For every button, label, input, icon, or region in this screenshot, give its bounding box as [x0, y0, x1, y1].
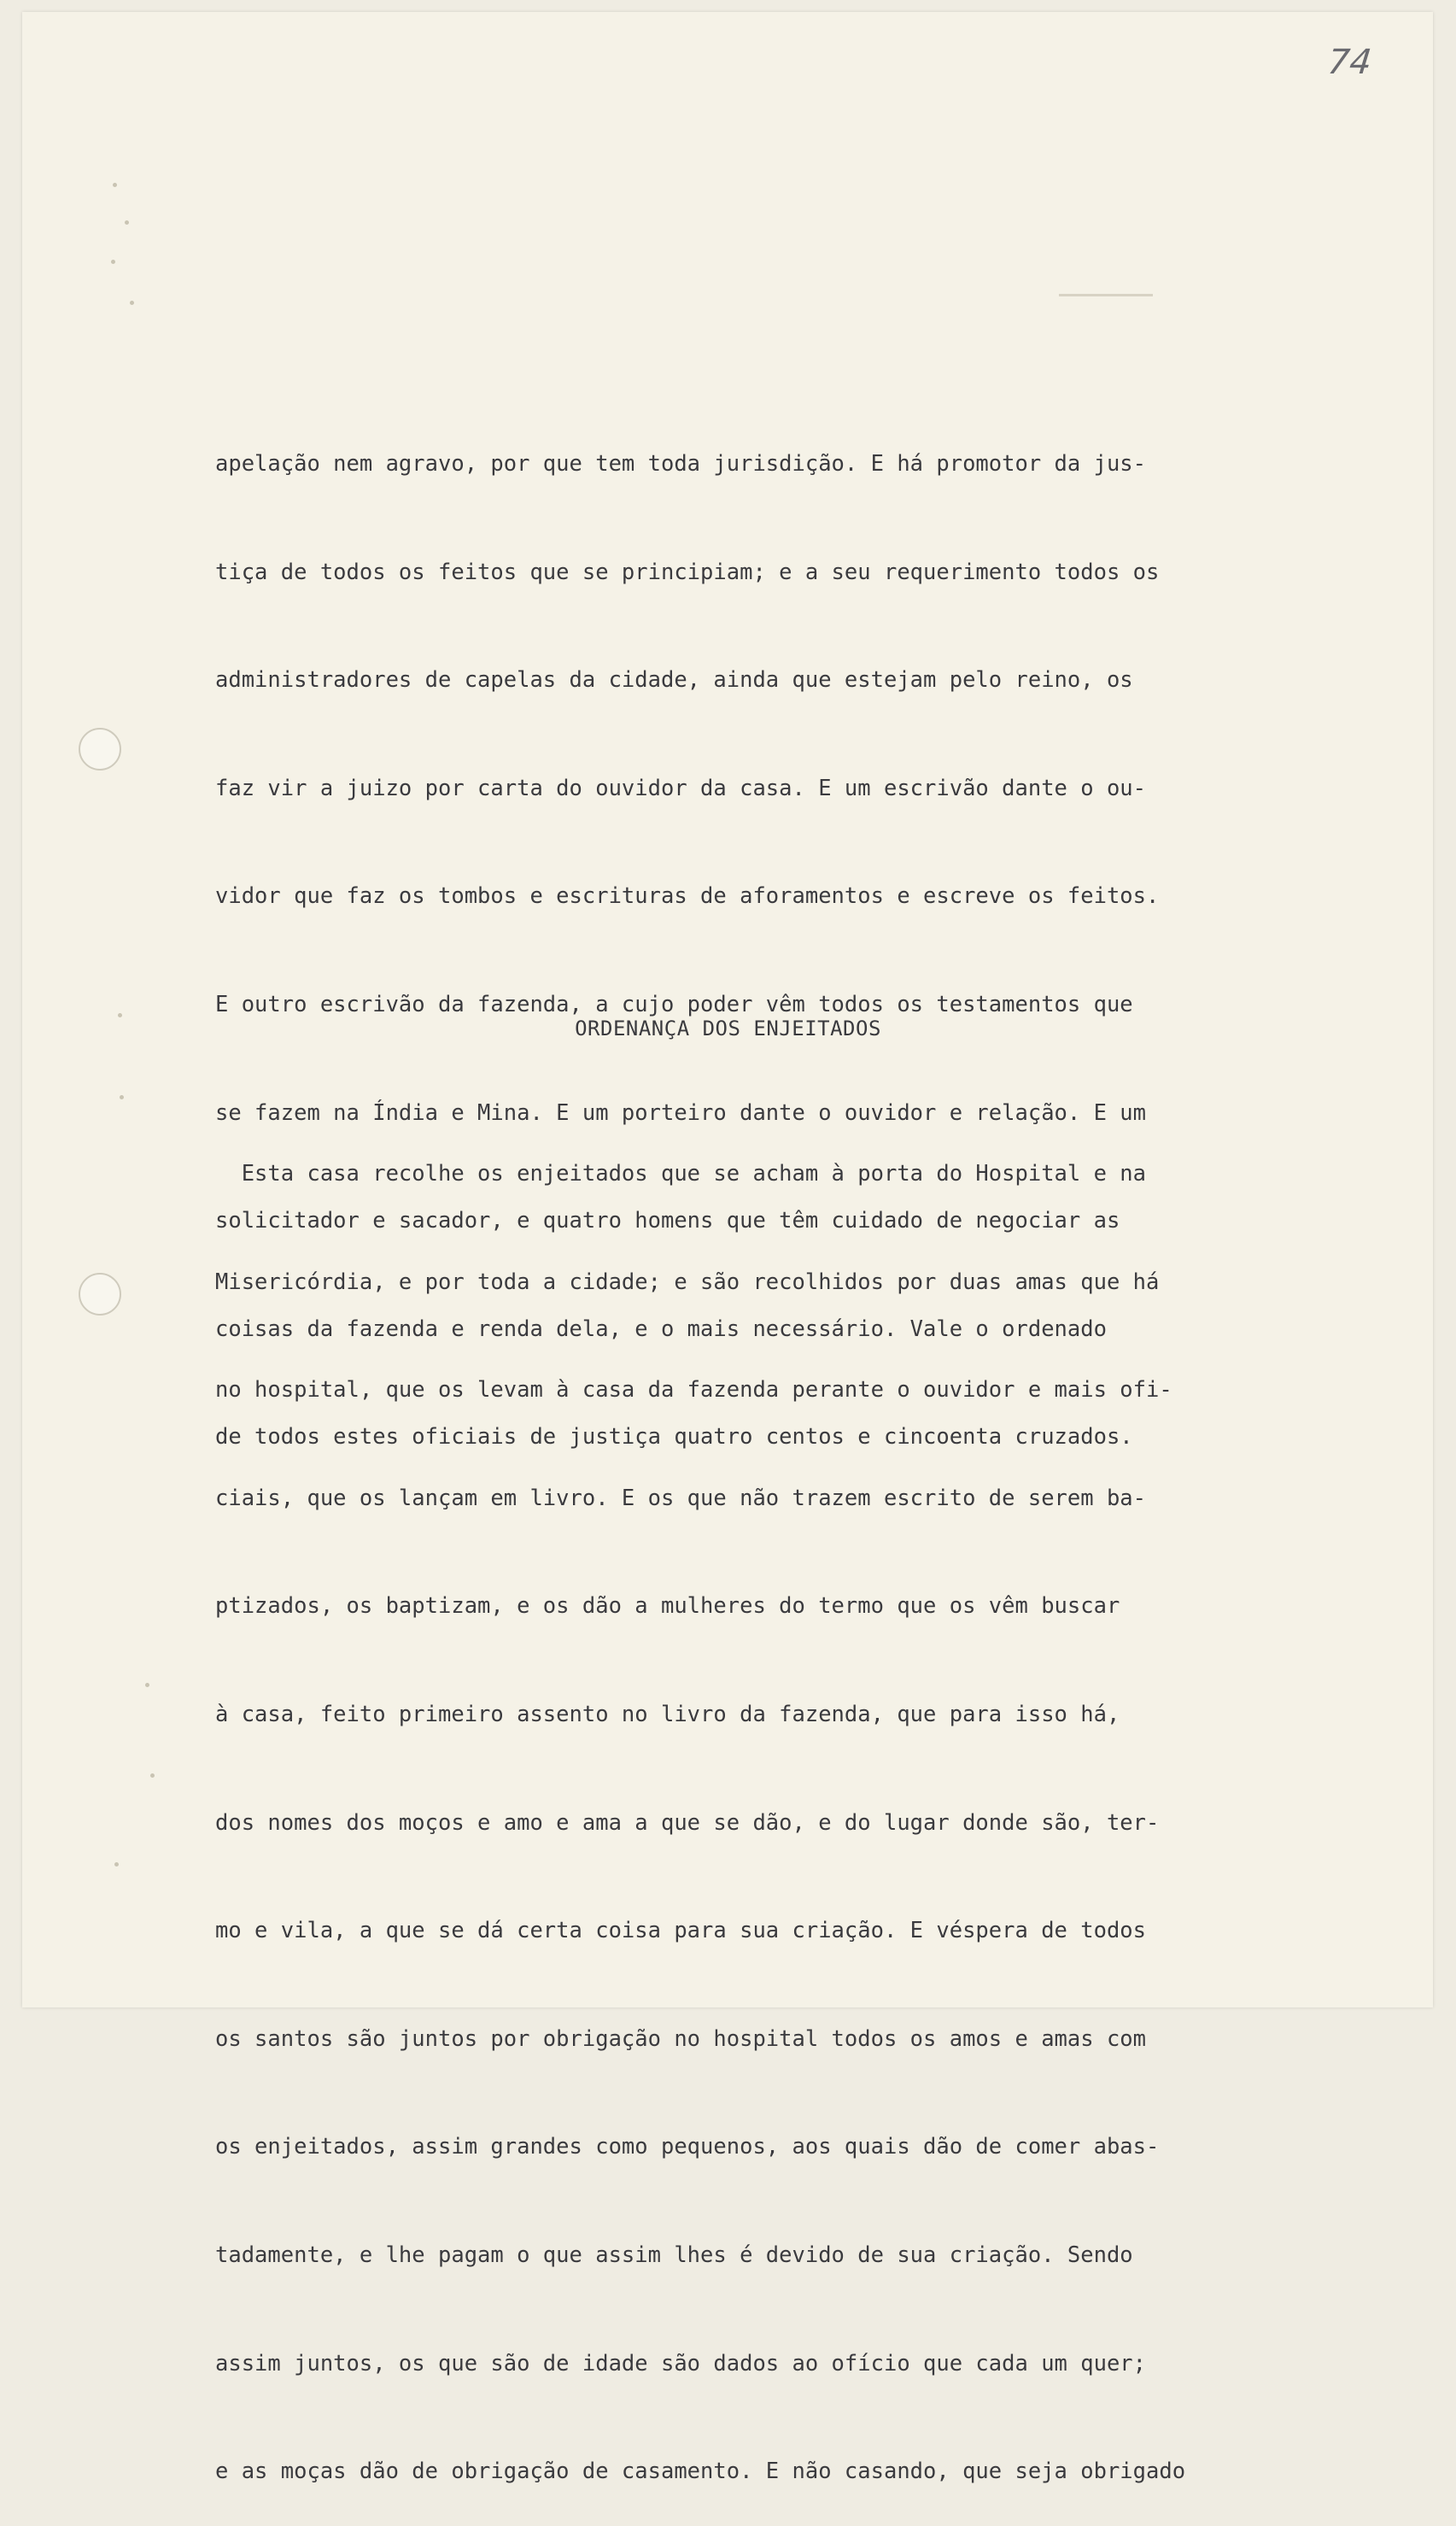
section-heading: ORDENANÇA DOS ENJEITADOS: [575, 1017, 881, 1040]
text-line: E outro escrivão da fazenda, a cujo poder vêm todos os testamentos que: [215, 991, 1133, 1017]
paper-speck: [111, 260, 115, 264]
text-line: Esta casa recolhe os enjeitados que se acham à porta do Hospital e na: [215, 1161, 1147, 1187]
text-line: Misericórdia, e por toda a cidade; e são recolhidos por duas amas que há: [215, 1269, 1160, 1295]
paper-speck: [114, 1862, 119, 1867]
paper-speck: [145, 1683, 149, 1687]
paper-speck: [120, 1095, 124, 1099]
paper-smudge: [1059, 294, 1153, 296]
text-line: faz vir a juizo por carta do ouvidor da casa. E um escrivão dante o ou-: [215, 775, 1147, 801]
text-line: coisas da fazenda e renda dela, e o mais necessário. Vale o ordenado: [215, 1316, 1107, 1342]
text-line: vidor que faz os tombos e escrituras de aforamentos e escreve os feitos.: [215, 883, 1160, 910]
paper-speck: [150, 1773, 155, 1778]
text-line: de todos estes oficiais de justiça quatro centos e cincoenta cruzados.: [215, 1424, 1133, 1451]
paper-speck: [125, 220, 129, 225]
punch-hole: [79, 1273, 121, 1316]
text-line: assim juntos, os que são de idade são dados ao ofício que cada um quer;: [215, 2350, 1147, 2377]
text-line: ciais, que os lançam em livro. E os que não trazem escrito de serem ba-: [215, 1485, 1147, 1511]
text-line: à casa, feito primeiro assento no livro da fazenda, que para isso há,: [215, 1701, 1120, 1727]
text-line: no hospital, que os levam à casa da fazenda perante o ouvidor e mais ofi-: [215, 1377, 1172, 1404]
text-line: administradores de capelas da cidade, ainda que estejam pelo reino, os: [215, 667, 1133, 694]
text-line: os enjeitados, assim grandes como pequenos, aos quais dão de comer abas-: [215, 2134, 1160, 2160]
text-line: tiça de todos os feitos que se principiam; e a seu requerimento todos os: [215, 559, 1160, 585]
text-line: dos nomes dos moços e amo e ama a que se dão, e do lugar donde são, ter-: [215, 1809, 1160, 1836]
text-line: apelação nem agravo, por que tem toda jurisdição. E há promotor da jus-: [215, 451, 1147, 477]
punch-hole: [79, 728, 121, 771]
text-line: solicitador e sacador, e quatro homens que têm cuidado de negociar as: [215, 1208, 1120, 1234]
page-number: 74: [1325, 43, 1374, 82]
paper-speck: [113, 183, 117, 187]
text-line: mo e vila, a que se dá certa coisa para sua criação. E véspera de todos: [215, 1918, 1147, 1944]
text-line: ptizados, os baptizam, e os dão a mulheres do termo que os vêm buscar: [215, 1593, 1120, 1620]
text-line: e as moças dão de obrigação de casamento. E não casando, que seja obrigado: [215, 2459, 1186, 2485]
paper-speck: [130, 301, 134, 305]
text-line: se fazem na Índia e Mina. E um porteiro dante o ouvidor e relação. E um: [215, 1099, 1147, 1126]
text-line: tadamente, e lhe pagam o que assim lhes é devido de sua criação. Sendo: [215, 2242, 1133, 2268]
text-line: os santos são juntos por obrigação no hospital todos os amos e amas com: [215, 2025, 1147, 2052]
paragraph-foundlings: [215, 1094, 1394, 2526]
